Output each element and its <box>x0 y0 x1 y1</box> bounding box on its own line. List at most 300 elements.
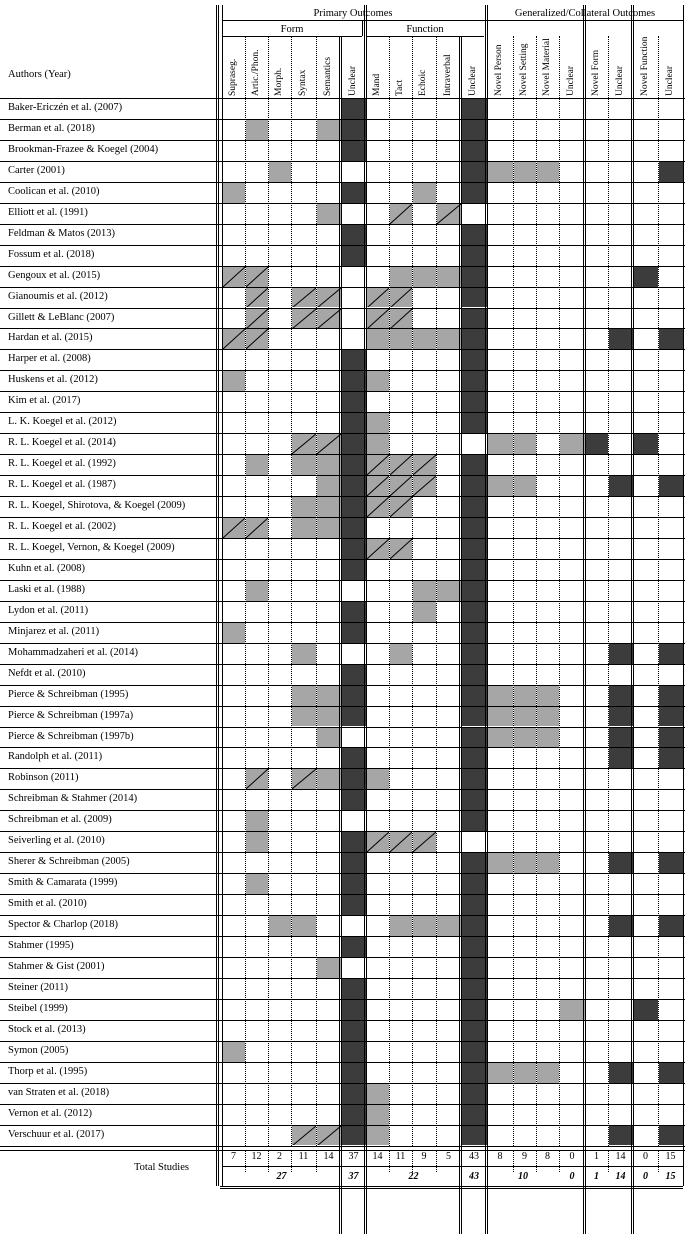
cell-form_unclear <box>342 979 366 999</box>
row-author: Brookman-Frazee & Koegel (2004) <box>8 143 159 155</box>
total-tact: 11 <box>395 1151 406 1162</box>
cell-syntax <box>292 769 316 789</box>
cell-tact <box>390 204 412 224</box>
v-rule <box>459 36 462 1234</box>
cell-nfn_unclear <box>659 853 683 873</box>
cell-artic <box>246 120 268 140</box>
slash-mark <box>246 309 268 329</box>
authors-year-header: Authors (Year) <box>8 69 71 80</box>
cell-form_unclear <box>342 120 366 140</box>
cell-form_unclear <box>342 476 366 496</box>
row-author: Kim et al. (2017) <box>8 395 81 407</box>
cell-artic <box>246 811 268 831</box>
cell-func_unclear <box>462 644 487 664</box>
cell-nfn_unclear <box>659 728 683 748</box>
v-rule <box>268 36 269 1146</box>
cell-semantics <box>317 455 341 475</box>
v-rule <box>559 1150 560 1172</box>
cell-form_unclear <box>342 874 366 894</box>
total-gen_unclear: 0 <box>569 1151 575 1162</box>
cell-semantics <box>317 769 341 789</box>
cell-func_unclear <box>462 1105 487 1125</box>
cell-novel_person <box>488 728 513 748</box>
cell-nf_unclear <box>609 329 633 349</box>
cell-form_unclear <box>342 246 366 266</box>
v-rule <box>245 36 246 1146</box>
total-semantics: 14 <box>323 1151 334 1162</box>
cell-func_unclear <box>462 581 487 601</box>
v-rule <box>658 36 659 1146</box>
cell-form_unclear <box>342 1105 366 1125</box>
cell-nf_unclear <box>609 686 633 706</box>
cell-func_unclear <box>462 497 487 517</box>
cell-func_unclear <box>462 790 487 810</box>
cell-supraseg <box>223 183 245 203</box>
cell-intraverbal <box>437 204 461 224</box>
cell-semantics <box>317 707 341 727</box>
column-label-echoic: Echoic <box>418 69 428 96</box>
cell-func_unclear <box>462 916 487 936</box>
cell-artic <box>246 288 268 308</box>
total-nf_unclear: 14 <box>615 1151 626 1162</box>
slash-mark <box>246 267 268 287</box>
row-author: Laski et al. (1988) <box>8 583 85 595</box>
cell-echoic <box>413 581 436 601</box>
row-author: Spector & Charlop (2018) <box>8 919 118 931</box>
total-studies-label: Total Studies <box>134 1162 189 1173</box>
row-author: Stock et al. (2013) <box>8 1023 86 1035</box>
cell-artic <box>246 769 268 789</box>
slash-mark <box>317 309 341 329</box>
cell-supraseg <box>223 1042 245 1062</box>
column-label-novel_setting: Novel Setting <box>518 43 529 96</box>
cell-func_unclear <box>462 371 487 391</box>
slash-mark <box>292 1126 316 1146</box>
cell-novel_setting <box>514 434 536 454</box>
row-author: Elliott et al. (1991) <box>8 206 88 218</box>
cell-form_unclear <box>342 183 366 203</box>
generalized-outcomes-header: Generalized/Collateral Outcomes <box>514 8 656 19</box>
cell-form_unclear <box>342 1063 366 1083</box>
cell-novel_setting <box>514 686 536 706</box>
total-mand: 14 <box>372 1151 383 1162</box>
slash-mark <box>390 539 412 559</box>
cell-artic <box>246 455 268 475</box>
cell-novel_setting <box>514 728 536 748</box>
cell-semantics <box>317 204 341 224</box>
cell-func_unclear <box>462 602 487 622</box>
slash-mark <box>246 518 268 538</box>
cell-func_unclear <box>462 937 487 957</box>
cell-syntax <box>292 309 316 329</box>
row-author: Gianoumis et al. (2012) <box>8 290 108 302</box>
cell-tact <box>390 832 412 852</box>
cell-semantics <box>317 1126 341 1146</box>
slash-mark <box>390 309 412 329</box>
slash-mark <box>367 832 389 852</box>
slash-mark <box>390 832 412 852</box>
cell-func_unclear <box>462 455 487 475</box>
slash-mark <box>317 288 341 308</box>
cell-func_unclear <box>462 560 487 580</box>
row-author: Stahmer & Gist (2001) <box>8 960 105 972</box>
cell-novel_form <box>586 434 608 454</box>
slash-mark <box>292 288 316 308</box>
total-artic: 12 <box>251 1151 262 1162</box>
cell-artic <box>246 329 268 349</box>
row-author: Berman et al. (2018) <box>8 122 95 134</box>
cell-form_unclear <box>342 371 366 391</box>
cell-form_unclear <box>342 748 366 768</box>
cell-novel_person <box>488 162 513 182</box>
cell-form_unclear <box>342 937 366 957</box>
cell-func_unclear <box>462 811 487 831</box>
cell-form_unclear <box>342 99 366 119</box>
v-rule <box>364 5 367 1234</box>
cell-novel_setting <box>514 853 536 873</box>
cell-echoic <box>413 267 436 287</box>
slash-mark <box>223 518 245 538</box>
cell-syntax <box>292 686 316 706</box>
cell-tact <box>390 916 412 936</box>
cell-artic <box>246 309 268 329</box>
cell-form_unclear <box>342 790 366 810</box>
row-author: Verschuur et al. (2017) <box>8 1128 105 1140</box>
row-author: Harper et al. (2008) <box>8 353 91 365</box>
row-author: van Straten et al. (2018) <box>8 1086 110 1098</box>
cell-func_unclear <box>462 1063 487 1083</box>
cell-novel_material <box>537 728 559 748</box>
row-author: Thorp et al. (1995) <box>8 1065 88 1077</box>
slash-mark <box>246 769 268 789</box>
slash-mark <box>292 309 316 329</box>
form-header: Form <box>280 24 304 35</box>
slash-mark <box>223 329 245 349</box>
cell-form_unclear <box>342 1000 366 1020</box>
cell-echoic <box>413 329 436 349</box>
cell-syntax <box>292 518 316 538</box>
cell-novel_person <box>488 686 513 706</box>
slash-mark <box>367 539 389 559</box>
slash-mark <box>390 204 412 224</box>
cell-mand <box>367 288 389 308</box>
cell-func_unclear <box>462 392 487 412</box>
cell-nf_unclear <box>609 707 633 727</box>
cell-novel_material <box>537 853 559 873</box>
slash-mark <box>367 455 389 475</box>
slash-mark <box>292 769 316 789</box>
cell-form_unclear <box>342 769 366 789</box>
cell-supraseg <box>223 371 245 391</box>
cell-supraseg <box>223 518 245 538</box>
cell-func_unclear <box>462 267 487 287</box>
cell-syntax <box>292 1126 316 1146</box>
cell-semantics <box>317 518 341 538</box>
cell-gen_unclear <box>560 434 585 454</box>
cell-mand <box>367 329 389 349</box>
group-total-func_sum: 22 <box>408 1171 419 1182</box>
column-label-mand: Mand <box>371 73 382 96</box>
cell-form_unclear <box>342 707 366 727</box>
cell-func_unclear <box>462 707 487 727</box>
group-total-func_unclear: 43 <box>469 1171 479 1182</box>
cell-semantics <box>317 288 341 308</box>
cell-form_unclear <box>342 518 366 538</box>
v-rule <box>683 5 684 1186</box>
total-novel_function: 0 <box>643 1151 648 1162</box>
cell-func_unclear <box>462 895 487 915</box>
row-author: Smith & Camarata (1999) <box>8 877 118 889</box>
column-label-novel_function: Novel Function <box>639 36 650 96</box>
cell-semantics <box>317 958 341 978</box>
cell-mand <box>367 413 389 433</box>
cell-func_unclear <box>462 246 487 266</box>
cell-func_unclear <box>462 350 487 370</box>
cell-func_unclear <box>462 539 487 559</box>
cell-novel_function <box>634 267 658 287</box>
cell-artic <box>246 267 268 287</box>
cell-semantics <box>317 434 341 454</box>
cell-semantics <box>317 476 341 496</box>
total-morph: 2 <box>277 1151 282 1162</box>
cell-func_unclear <box>462 979 487 999</box>
row-author: Feldman & Matos (2013) <box>8 227 116 239</box>
cell-echoic <box>413 916 436 936</box>
cell-form_unclear <box>342 350 366 370</box>
v-rule <box>339 36 342 1234</box>
cell-novel_person <box>488 434 513 454</box>
cell-novel_setting <box>514 476 536 496</box>
row-author: Hardan et al. (2015) <box>8 332 93 344</box>
group-total-form_sum: 27 <box>276 1171 287 1182</box>
cell-novel_person <box>488 853 513 873</box>
cell-tact <box>390 267 412 287</box>
cell-nf_unclear <box>609 853 633 873</box>
cell-form_unclear <box>342 853 366 873</box>
cell-form_unclear <box>342 602 366 622</box>
cell-tact <box>390 497 412 517</box>
row-author: Randolph et al. (2011) <box>8 751 103 763</box>
cell-mand <box>367 832 389 852</box>
cell-mand <box>367 539 389 559</box>
cell-func_unclear <box>462 853 487 873</box>
cell-nfn_unclear <box>659 1126 683 1146</box>
cell-semantics <box>317 309 341 329</box>
cell-form_unclear <box>342 413 366 433</box>
cell-morph <box>269 162 291 182</box>
cell-form_unclear <box>342 455 366 475</box>
cell-novel_setting <box>514 162 536 182</box>
row-author: Symon (2005) <box>8 1044 69 1056</box>
cell-supraseg <box>223 329 245 349</box>
row-author: Minjarez et al. (2011) <box>8 625 100 637</box>
column-label-syntax: Syntax <box>297 69 308 96</box>
total-intraverbal: 5 <box>446 1151 451 1162</box>
cell-novel_function <box>634 434 658 454</box>
group-total-form_unclear: 37 <box>348 1171 359 1182</box>
cell-artic <box>246 874 268 894</box>
row-author: R. L. Koegel et al. (2014) <box>8 437 116 449</box>
total-novel_setting: 9 <box>522 1151 527 1162</box>
cell-tact <box>390 309 412 329</box>
cell-func_unclear <box>462 769 487 789</box>
cell-func_unclear <box>462 1021 487 1041</box>
slash-mark <box>223 267 245 287</box>
cell-nfn_unclear <box>659 644 683 664</box>
row-author: R. L. Koegel et al. (2002) <box>8 521 116 532</box>
v-rule <box>631 5 634 1234</box>
group-total-nf_unclear: 14 <box>615 1171 626 1182</box>
cell-nfn_unclear <box>659 329 683 349</box>
cell-form_unclear <box>342 141 366 161</box>
row-author: Nefdt et al. (2010) <box>8 667 86 679</box>
column-label-morph: Morph. <box>273 67 284 96</box>
cell-func_unclear <box>462 99 487 119</box>
v-rule <box>216 5 219 1186</box>
row-author: Fossum et al. (2018) <box>8 248 95 260</box>
column-label-artic: Artic./Phon. <box>250 49 261 96</box>
cell-form_unclear <box>342 1042 366 1062</box>
total-supraseg: 7 <box>231 1151 236 1162</box>
slash-mark <box>317 1126 341 1146</box>
row-author: Gillett & LeBlanc (2007) <box>8 311 115 323</box>
cell-novel_person <box>488 707 513 727</box>
cell-novel_material <box>537 162 559 182</box>
row-author: Pierce & Schreibman (1995) <box>8 688 129 700</box>
cell-syntax <box>292 644 316 664</box>
column-label-intraverbal: Intraverbal <box>442 54 453 96</box>
cell-func_unclear <box>462 748 487 768</box>
h-rule <box>222 20 683 21</box>
cell-artic <box>246 581 268 601</box>
cell-form_unclear <box>342 832 366 852</box>
v-rule <box>608 36 609 1146</box>
total-novel_person: 8 <box>497 1151 503 1162</box>
cell-func_unclear <box>462 309 487 329</box>
column-label-supraseg: Supraseg. <box>227 58 238 96</box>
cell-nfn_unclear <box>659 748 683 768</box>
cell-form_unclear <box>342 392 366 412</box>
slash-mark <box>367 309 389 329</box>
column-label-nfn_unclear: Unclear <box>664 65 675 96</box>
cell-form_unclear <box>342 665 366 685</box>
row-author: Huskens et al. (2012) <box>8 374 98 386</box>
cell-form_unclear <box>342 895 366 915</box>
cell-func_unclear <box>462 120 487 140</box>
row-author: R. L. Koegel, Vernon, & Koegel (2009) <box>8 541 175 553</box>
v-rule <box>583 5 586 1234</box>
slash-mark <box>390 288 412 308</box>
row-author: Mohammadzaheri et al. (2014) <box>8 646 139 658</box>
total-novel_form: 1 <box>594 1151 599 1162</box>
v-rule <box>222 5 223 1186</box>
cell-tact <box>390 476 412 496</box>
cell-form_unclear <box>342 1021 366 1041</box>
cell-nf_unclear <box>609 728 633 748</box>
cell-func_unclear <box>462 141 487 161</box>
cell-func_unclear <box>462 958 487 978</box>
cell-echoic <box>413 832 436 852</box>
cell-syntax <box>292 916 316 936</box>
cell-nfn_unclear <box>659 707 683 727</box>
cell-nfn_unclear <box>659 686 683 706</box>
cell-mand <box>367 455 389 475</box>
cell-func_unclear <box>462 728 487 748</box>
cell-nf_unclear <box>609 644 633 664</box>
cell-func_unclear <box>462 1084 487 1104</box>
row-author: Lydon et al. (2011) <box>8 604 89 616</box>
cell-mand <box>367 434 389 454</box>
cell-func_unclear <box>462 476 487 496</box>
cell-mand <box>367 1084 389 1104</box>
cell-nf_unclear <box>609 476 633 496</box>
cell-mand <box>367 476 389 496</box>
cell-func_unclear <box>462 874 487 894</box>
cell-novel_material <box>537 707 559 727</box>
row-author: Seiverling et al. (2010) <box>8 835 105 847</box>
cell-func_unclear <box>462 413 487 433</box>
column-label-tact: Tact <box>394 79 405 96</box>
cell-mand <box>367 371 389 391</box>
row-author: L. K. Koegel et al. (2012) <box>8 416 117 428</box>
total-syntax: 11 <box>298 1151 309 1162</box>
cell-tact <box>390 644 412 664</box>
group-total-nfn_unclear: 15 <box>665 1171 676 1182</box>
cell-func_unclear <box>462 1000 487 1020</box>
v-rule <box>389 36 390 1146</box>
cell-echoic <box>413 455 436 475</box>
slash-mark <box>367 288 389 308</box>
cell-form_unclear <box>342 497 366 517</box>
row-author: Smith et al. (2010) <box>8 898 87 910</box>
column-label-semantics: Semantics <box>322 56 333 96</box>
slash-mark <box>390 476 412 496</box>
row-author: Steibel (1999) <box>8 1002 68 1014</box>
cell-nf_unclear <box>609 1063 633 1083</box>
cell-form_unclear <box>342 1126 366 1146</box>
cell-artic <box>246 518 268 538</box>
column-label-novel_material: Novel Material <box>541 38 552 96</box>
total-form_unclear: 37 <box>348 1151 359 1162</box>
h-rule <box>220 1186 683 1189</box>
cell-func_unclear <box>462 329 487 349</box>
cell-form_unclear <box>342 623 366 643</box>
cell-intraverbal <box>437 329 461 349</box>
slash-mark <box>413 455 436 475</box>
cell-func_unclear <box>462 665 487 685</box>
cell-gen_unclear <box>560 1000 585 1020</box>
v-rule <box>412 36 413 1146</box>
cell-supraseg <box>223 623 245 643</box>
v-rule <box>291 36 292 1146</box>
row-author: Gengoux et al. (2015) <box>8 269 101 281</box>
cell-intraverbal <box>437 267 461 287</box>
column-label-nf_unclear: Unclear <box>614 65 625 96</box>
cell-tact <box>390 539 412 559</box>
primary-outcomes-header: Primary Outcomes <box>313 8 393 19</box>
row-author: R. L. Koegel, Shirotova, & Koegel (2009) <box>8 500 186 512</box>
cell-func_unclear <box>462 623 487 643</box>
cell-nf_unclear <box>609 1126 633 1146</box>
cell-semantics <box>317 120 341 140</box>
row-author: Carter (2001) <box>8 164 65 176</box>
row-author: Robinson (2011) <box>8 772 79 784</box>
cell-func_unclear <box>462 686 487 706</box>
cell-syntax <box>292 497 316 517</box>
cell-tact <box>390 288 412 308</box>
cell-form_unclear <box>342 1084 366 1104</box>
cell-intraverbal <box>437 916 461 936</box>
